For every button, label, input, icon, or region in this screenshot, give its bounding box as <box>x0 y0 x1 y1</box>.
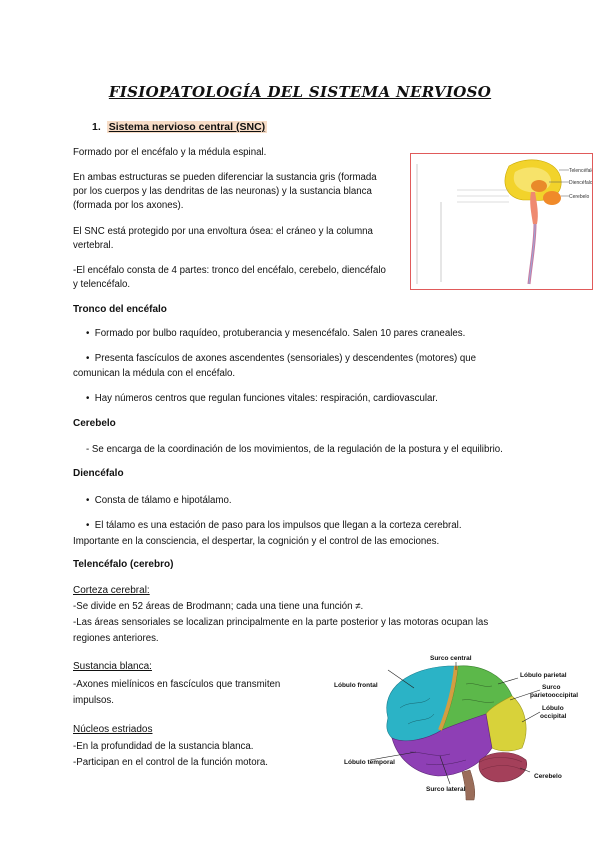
label-lobulo-temporal: Lóbulo temporal <box>344 759 395 766</box>
label-lobulo-parietal: Lóbulo parietal <box>520 672 567 679</box>
diencefalo-bullet-2: • El tálamo es una estación de paso para los impulsos que llegan a la corteza cerebral. <box>86 520 462 531</box>
label-surco-parietooccipital-1: Surco <box>542 684 561 691</box>
nucleos-heading: Núcleos estriados <box>73 724 153 735</box>
nucleos-line-2: -Participan en el control de la función motora. <box>73 757 268 768</box>
cns-figure <box>410 153 593 290</box>
cerebelo-text: - Se encarga de la coordinación de los movimientos, de la regulación de la postura y el equilibrio. <box>86 444 503 455</box>
cerebelo-heading: Cerebelo <box>73 418 116 429</box>
intro-line-7: -El encéfalo consta de 4 partes: tronco del encéfalo, cerebelo, diencéfalo <box>73 265 386 276</box>
section-label: Sistema nervioso central (SNC) <box>108 121 266 133</box>
intro-line-2: En ambas estructuras se pueden diferenciar la sustancia gris (formada <box>73 172 377 183</box>
sustancia-blanca-line-2: impulsos. <box>73 695 114 706</box>
cns-illustration <box>411 154 592 289</box>
label-surco-parietooccipital-2: parietooccipital <box>530 692 579 699</box>
intro-line-6: vertebral. <box>73 240 114 251</box>
intro-line-8: y telencéfalo. <box>73 279 131 290</box>
sustancia-blanca-heading: Sustancia blanca: <box>73 661 152 672</box>
diencefalo-bullet-2-text: El tálamo es una estación de paso para los impulsos que llegan a la corteza cerebral. <box>94 520 462 531</box>
section-heading-snc <box>92 121 267 133</box>
brain-lobes-figure <box>330 648 582 808</box>
cns-label-diencefalo: Diencéfalo <box>569 180 592 186</box>
tronco-bullet-3-text: Hay números centros que regulan funciones vitales: respiración, cardiovascular. <box>94 393 438 404</box>
page-title: FISIOPATOLOGÍA DEL SISTEMA NERVIOSO <box>108 83 492 101</box>
diencefalo-bullet-1: • Consta de tálamo e hipotálamo. <box>86 495 232 506</box>
label-lobulo-occipital-2: occipital <box>540 713 567 720</box>
corteza-heading: Corteza cerebral: <box>73 585 150 596</box>
brain-lobes-illustration <box>330 648 582 808</box>
tronco-bullet-2-cont: comunican la médula con el encéfalo. <box>73 368 236 379</box>
tronco-bullet-2: • Presenta fascículos de axones ascendentes (sensoriales) y descendentes (motores) que <box>86 353 477 364</box>
diencefalo-bullet-2-cont: Importante en la consciencia, el despertar, la cognición y el control de las emociones. <box>73 536 440 547</box>
intro-line-4: (formada por los axones). <box>73 200 184 211</box>
intro-line-3: por los cuerpos y las dendritas de las neuronas) y la sustancia blanca <box>73 186 372 197</box>
tronco-bullet-2-text: Presenta fascículos de axones ascendentes (sensoriales) y descendentes (motores) que <box>94 353 477 364</box>
cns-label-cerebelo: Cerebelo <box>569 194 590 200</box>
nucleos-line-1: -En la profundidad de la sustancia blanca. <box>73 741 254 752</box>
intro-line-1: Formado por el encéfalo y la médula espinal. <box>73 147 267 158</box>
tronco-heading: Tronco del encéfalo <box>73 304 167 315</box>
label-lobulo-occipital-1: Lóbulo <box>542 705 564 712</box>
intro-line-5: El SNC está protegido por una envoltura ósea: el cráneo y la columna <box>73 226 373 237</box>
tronco-bullet-1: • Formado por bulbo raquídeo, protuberancia y mesencéfalo. Salen 10 pares craneales. <box>86 328 466 339</box>
corteza-line-2: -Las áreas sensoriales se localizan principalmente en la parte posterior y las motoras ocupan las <box>73 617 489 628</box>
cns-label-telencefalo: Telencéfalo <box>569 168 592 174</box>
label-lobulo-frontal: Lóbulo frontal <box>334 682 378 689</box>
telencefalo-heading: Telencéfalo (cerebro) <box>73 559 174 570</box>
corteza-line-3: regiones anteriores. <box>73 633 159 644</box>
tronco-bullet-1-text: Formado por bulbo raquídeo, protuberancia y mesencéfalo. Salen 10 pares craneales. <box>94 328 466 339</box>
sustancia-blanca-line-1: -Axones mielínicos en fascículos que transmiten <box>73 679 281 690</box>
diencefalo-bullet-1-text: Consta de tálamo e hipotálamo. <box>94 495 232 506</box>
label-surco-central: Surco central <box>430 655 472 662</box>
corteza-line-1: -Se divide en 52 áreas de Brodmann; cada una tiene una función ≠. <box>73 601 364 612</box>
label-cerebelo: Cerebelo <box>534 773 562 780</box>
diencefalo-heading: Diencéfalo <box>73 468 124 479</box>
tronco-bullet-3: • Hay números centros que regulan funciones vitales: respiración, cardiovascular. <box>86 393 438 404</box>
label-surco-lateral: Surco lateral <box>426 786 466 793</box>
section-number: 1. <box>92 121 101 133</box>
